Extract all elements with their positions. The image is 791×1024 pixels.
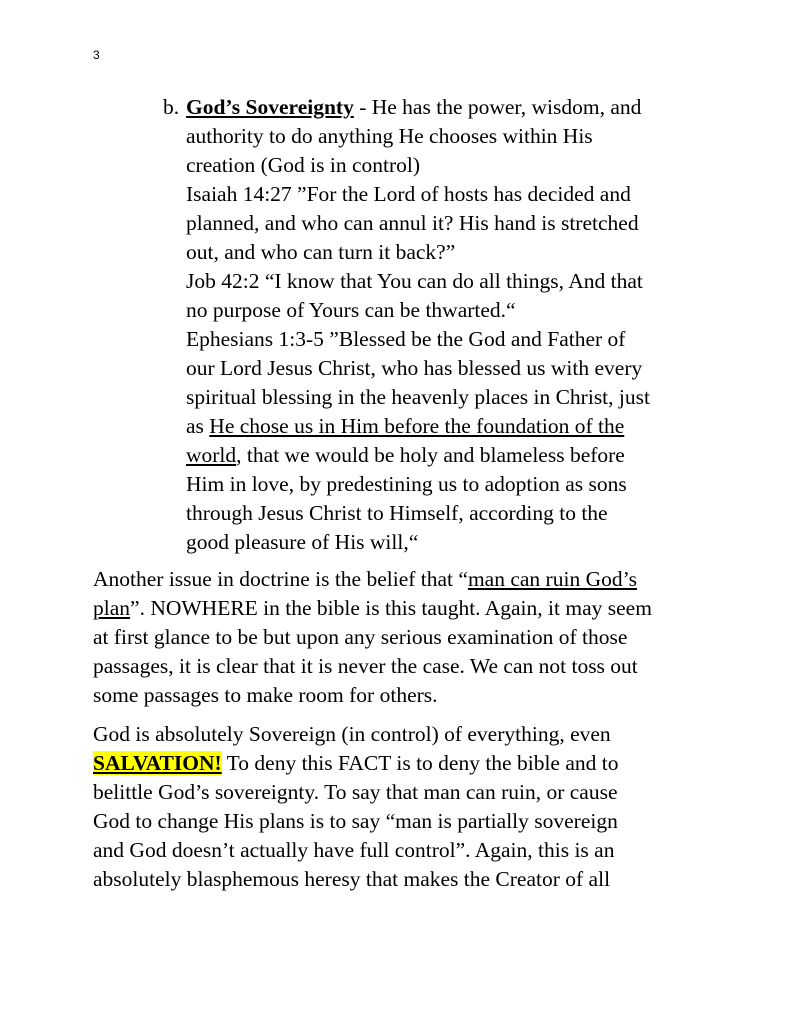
para-line — [93, 749, 733, 778]
list-item-body — [186, 93, 726, 557]
item-line: good pleasure of His will,“ — [186, 530, 419, 554]
para-line: some passages to make room for others. — [93, 683, 438, 707]
para-line: belittle God’s sovereignty. To say that man can ruin, or cause — [93, 780, 618, 804]
para-line — [93, 594, 733, 623]
item-line: our Lord Jesus Christ, who has blessed us with every — [186, 356, 643, 380]
item-line: authority to do anything He chooses within His — [186, 124, 593, 148]
item-line: through Jesus Christ to Himself, according to the — [186, 501, 608, 525]
item-line: Him in love, by predestining us to adoption as sons — [186, 472, 627, 496]
para-line: at first glance to be but upon any serious examination of those — [93, 625, 628, 649]
item-line-1-text: - He has the power, wisdom, and — [353, 95, 642, 119]
item-line: Isaiah 14:27 ”For the Lord of hosts has decided and — [186, 182, 631, 206]
item-line-pre: as — [186, 414, 210, 438]
para-line: passages, it is clear that it is never the case. We can not toss out — [93, 654, 638, 678]
para-line — [93, 565, 733, 594]
item-line — [186, 412, 726, 441]
underlined-quote-end: world — [186, 443, 237, 467]
item-line: spiritual blessing in the heavenly places in Christ, just — [186, 385, 650, 409]
para-line: and God doesn’t actually have full control”. Again, this is an — [93, 838, 615, 862]
para-line: God is absolutely Sovereign (in control) of everything, even — [93, 722, 611, 746]
list-item-letter: b. — [163, 95, 180, 119]
item-line: out, and who can turn it back?” — [186, 240, 456, 264]
item-heading: God’s Sovereignty — [186, 95, 354, 119]
item-line: planned, and who can annul it? His hand is stretched — [186, 211, 639, 235]
paragraph-sovereign — [93, 720, 733, 894]
page-number: 3 — [93, 48, 100, 62]
underlined-quote: He chose us in Him before the foundation of the — [209, 414, 625, 438]
item-line: creation (God is in control) — [186, 153, 421, 177]
item-line — [186, 441, 726, 470]
para-line-pre: Another issue in doctrine is the belief that “ — [93, 567, 468, 591]
highlighted-salvation: SALVATION! — [93, 751, 222, 775]
underlined-phrase-end: plan — [93, 596, 131, 620]
item-line: Ephesians 1:3-5 ”Blessed be the God and Father of — [186, 327, 626, 351]
item-line: Job 42:2 “I know that You can do all things, And that — [186, 269, 643, 293]
para-line-post: ”. NOWHERE in the bible is this taught. Again, it may seem — [130, 596, 652, 620]
underlined-phrase: man can ruin God’s — [467, 567, 637, 591]
item-line-1 — [186, 93, 726, 122]
para-line: absolutely blasphemous heresy that makes the Creator of all — [93, 867, 611, 891]
item-line: no purpose of Yours can be thwarted.“ — [186, 298, 516, 322]
paragraph-man-can-ruin — [93, 565, 733, 710]
para-line: God to change His plans is to say “man is partially sovereign — [93, 809, 618, 833]
para-line-post: To deny this FACT is to deny the bible and to — [221, 751, 619, 775]
item-line-post: , that we would be holy and blameless before — [236, 443, 625, 467]
